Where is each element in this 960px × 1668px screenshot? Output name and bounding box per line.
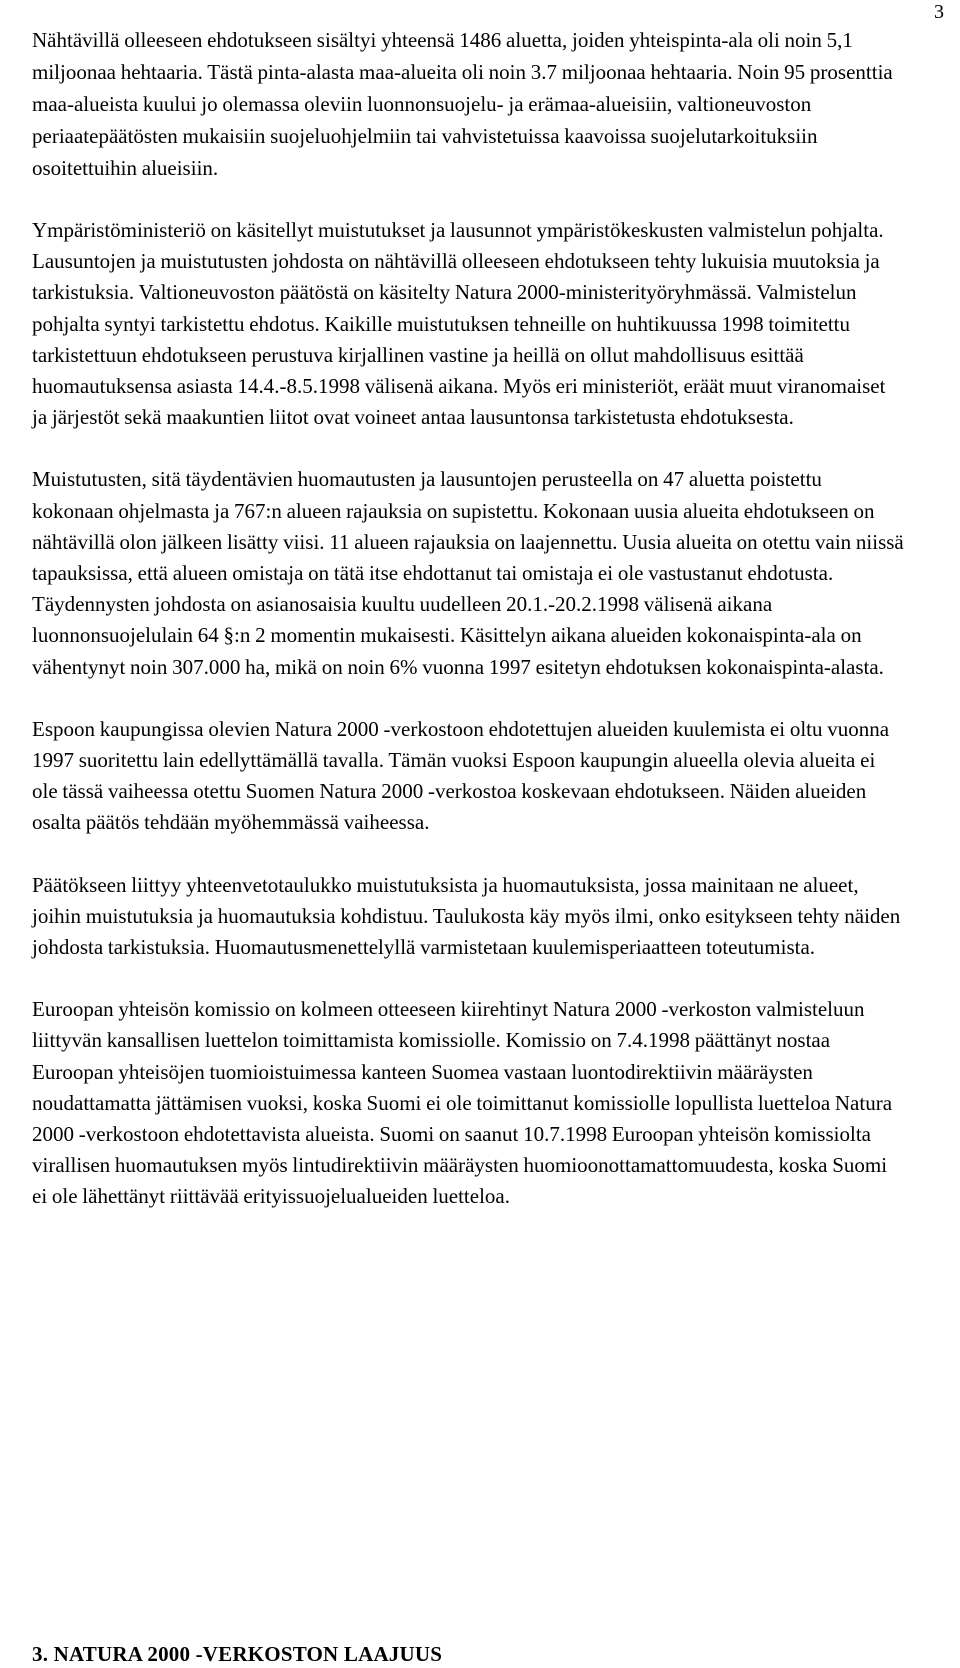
page-number: 3 <box>934 1 944 23</box>
paragraph-eu-commission: Euroopan yhteisön komissio on kolmeen otteeseen kiirehtinyt Natura 2000 -verkoston valmisteluun liittyvän kansallisen luettelon toimittamista komissiolle. Komissio on 7.4.1998 päättänyt nostaa Euroopan yhteisöjen tuomioistuimessa kanteen Suomea vastaan luontodirektiivin määräysten noudattamatta jättämisen vuoksi, koska Suomi ei ole toimittanut komissiolle lopullista luetteloa Natura 2000 -verkostoon ehdotettavista alueista. Suomi on saanut 10.7.1998 Euroopan yhteisön komissiolta virallisen huomautuksen myös lintudirektiivin määräysten huomioonottamattomuudesta, koska Suomi ei ole lähettänyt riittävää erityissuojelualueiden luetteloa. <box>32 997 893 1209</box>
paragraph-ministry-processing: Ympäristöministeriö on käsitellyt muistutukset ja lausunnot ympäristökeskusten valmistelun pohjalta. Lausuntojen ja muistutusten johdosta on nähtävillä olleeseen ehdotukseen tehty lukuisia muutoksia ja tarkistuksia. Valtioneuvoston päätöstä on käsitelty Natura 2000-ministerityöryhmässä. Valmistelun pohjalta syntyi tarkistettu ehdotus. Kaikille muistutuksen tehneille on huhtikuussa 1998 toimitettu tarkistettuun ehdotukseen perustuva kirjallinen vastine ja heillä on ollut mahdollisuus esittää huomautuksensa asiasta 14.4.-8.5.1998 välisenä aikana. Myös eri ministeriöt, eräät muut viranomaiset ja järjestöt sekä maakuntien liitot ovat voineet antaa lausuntonsa tarkistetusta ehdotuksesta. <box>32 218 886 430</box>
document-body <box>32 24 904 1244</box>
section-heading: 3. NATURA 2000 -VERKOSTON LAAJUUS <box>32 1642 443 1666</box>
paragraph-area-changes: Muistutusten, sitä täydentävien huomautusten ja lausuntojen perusteella on 47 aluetta poistettu kokonaan ohjelmasta ja 767:n alueen rajauksia on supistettu. Kokonaan uusia alueita ehdotukseen on nähtävillä olon jälkeen lisätty viisi. 11 alueen rajauksia on laajennettu. Uusia alueita on otettu vain niissä tapauksissa, että alueen omistaja on tätä itse ehdottanut tai omistaja ei ole vastustanut ehdotusta. Täydennysten johdosta on asianosaisia kuultu uudelleen 20.1.-20.2.1998 välisenä aikana luonnonsuojelulain 64 §:n 2 momentin mukaisesti. Käsittelyn aikana alueiden kokonaispinta-ala on vähentynyt noin 307.000 ha, mikä on noin 6% vuonna 1997 esitetyn ehdotuksen kokonaispinta-alasta. <box>32 467 904 679</box>
paragraph-summary-table: Päätökseen liittyy yhteenvetotaulukko muistutuksista ja huomautuksista, jossa mainitaan ne alueet, joihin muistutuksia ja huomautuksia kohdistuu. Taulukosta käy myös ilmi, onko esitykseen tehty näiden johdosta tarkistuksia. Huomautusmenettelyllä varmistetaan kuulemisperiaatteen toteutumista. <box>32 872 901 960</box>
paragraph-proposal-summary: Nähtävillä olleeseen ehdotukseen sisältyi yhteensä 1486 aluetta, joiden yhteispinta-ala oli noin 5,1 miljoonaa hehtaaria. Tästä pinta-alasta maa-alueita oli noin 3.7 miljoonaa hehtaaria. Noin 95 prosenttia maa-alueista kuului jo olemassa oleviin luonnonsuojelu- ja erämaa-alueisiin, valtioneuvoston periaatepäätösten mukaisiin suojeluohjelmiin tai vahvistetuissa kaavoissa suojelutarkoituksiin osoitettuihin alueisiin. <box>32 28 893 180</box>
paragraph-espoo: Espoon kaupungissa olevien Natura 2000 -verkostoon ehdotettujen alueiden kuulemista ei oltu vuonna 1997 suoritettu lain edellyttämällä tavalla. Tämän vuoksi Espoon kaupungin alueella olevia alueita ei ole tässä vaiheessa otettu Suomen Natura 2000 -verkostoa koskevaan ehdotukseen. Näiden alueiden osalta päätös tehdään myöhemmässä vaiheessa. <box>32 716 890 835</box>
